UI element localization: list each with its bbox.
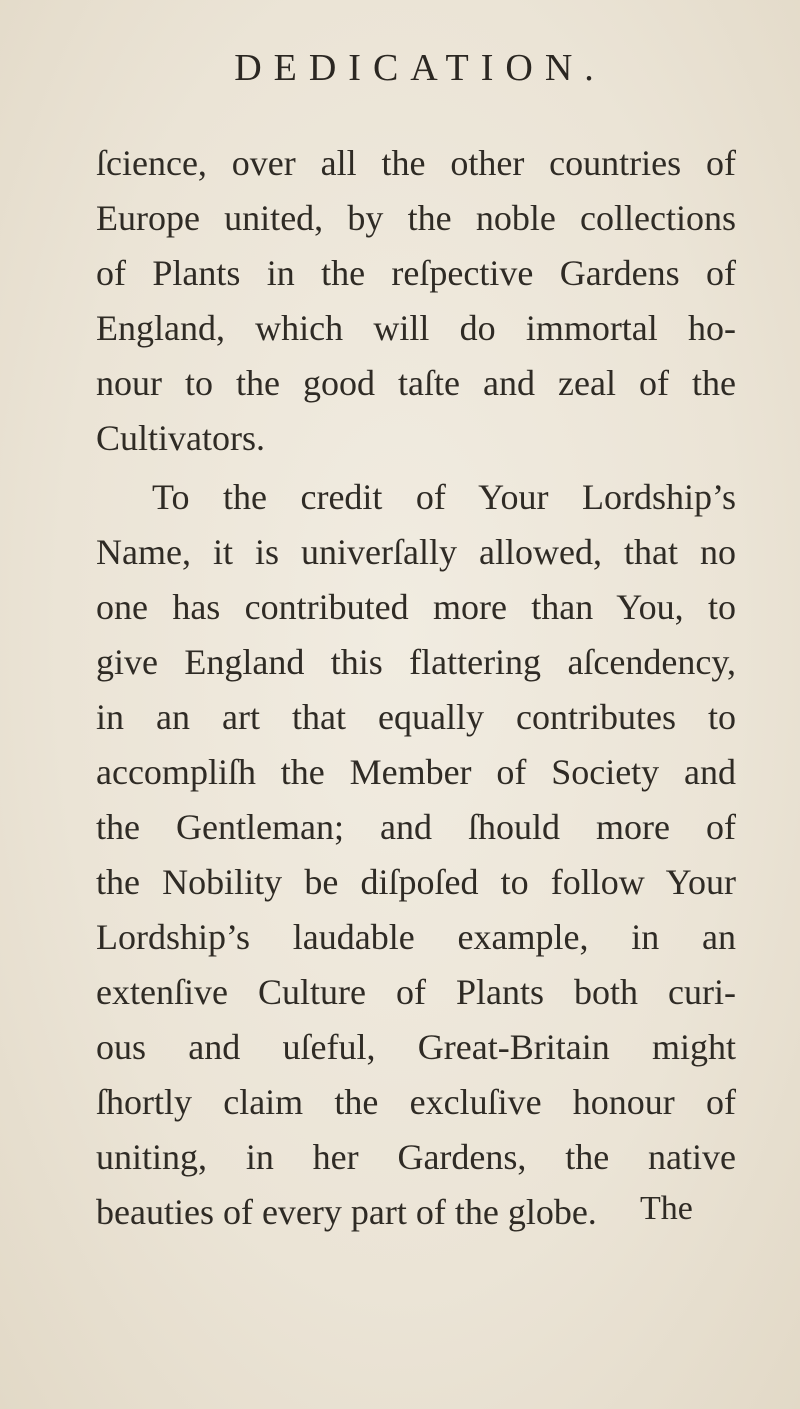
text-line: Lordship’s laudable example, in an [96, 917, 736, 957]
text-line: one has contributed more than You, to [96, 587, 736, 627]
text-line: extenſive Culture of Plants both curi- [96, 972, 736, 1012]
text-line: England, which will do immortal ho- [96, 308, 736, 348]
text-line: beauties of every part of the globe. [96, 1192, 597, 1232]
text-line: To the credit of Your Lordship’s [152, 477, 736, 517]
text-line: nour to the good taſte and zeal of the [96, 363, 736, 403]
text-line: the Nobility be diſpoſed to follow Your [96, 862, 736, 902]
text-line: ous and uſeful, Great-Britain might [96, 1027, 736, 1067]
text-line: uniting, in her Gardens, the native [96, 1137, 736, 1177]
text-line: Europe united, by the noble collections [96, 198, 736, 238]
text-line: ſhortly claim the excluſive honour of [96, 1082, 736, 1122]
catchword: The [640, 1190, 693, 1227]
running-head: DEDICATION. [234, 47, 606, 89]
text-line: Name, it is univerſally allowed, that no [96, 532, 736, 572]
text-line: ſcience, over all the other countries of [96, 143, 736, 183]
text-line: accompliſh the Member of Society and [96, 752, 736, 792]
text-line: Cultivators. [96, 418, 265, 458]
text-line: in an art that equally contributes to [96, 697, 736, 737]
paragraph-2 [96, 470, 736, 1240]
text-line: of Plants in the reſpective Gardens of [96, 253, 736, 293]
paragraph-1 [96, 136, 736, 466]
text-line: give England this flattering aſcendency, [96, 642, 736, 682]
text-line: the Gentleman; and ſhould more of [96, 807, 736, 847]
